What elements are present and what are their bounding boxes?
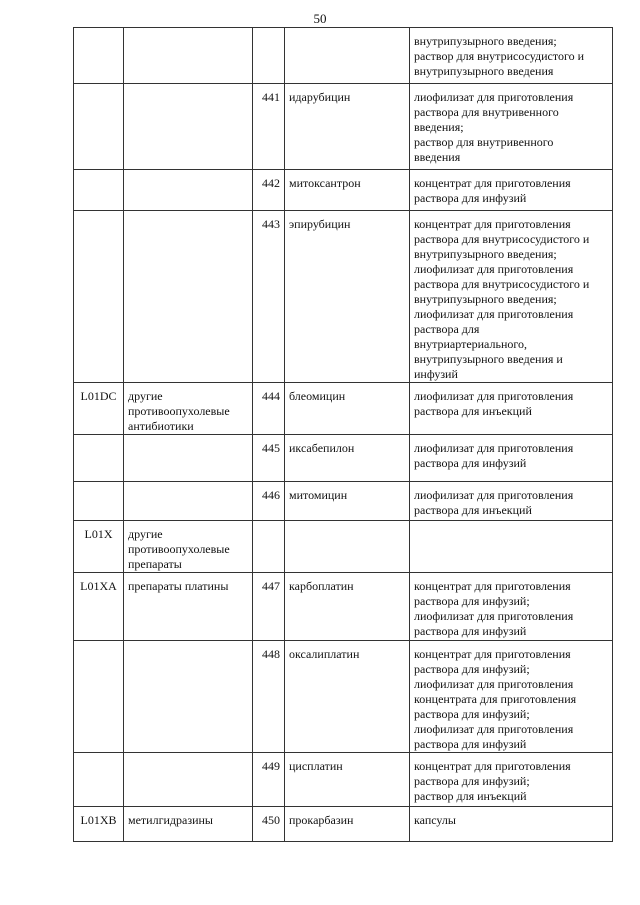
table-row — [74, 641, 613, 753]
cell-drug-name: блеомицин — [285, 383, 410, 435]
cell-atc-code — [74, 435, 124, 482]
cell-group-name: препараты платины — [124, 573, 253, 641]
cell-drug-name — [285, 28, 410, 84]
cell-atc-code — [74, 28, 124, 84]
cell-row-number: 443 — [253, 211, 285, 383]
table-row — [74, 170, 613, 211]
cell-drug-name: эпирубицин — [285, 211, 410, 383]
cell-atc-code: L01X — [74, 521, 124, 573]
cell-group-name — [124, 28, 253, 84]
cell-drug-name: иксабепилон — [285, 435, 410, 482]
cell-atc-code: L01DC — [74, 383, 124, 435]
cell-atc-code: L01XA — [74, 573, 124, 641]
cell-row-number: 449 — [253, 753, 285, 807]
table-row — [74, 211, 613, 383]
cell-group-name — [124, 753, 253, 807]
cell-row-number: 444 — [253, 383, 285, 435]
cell-atc-code — [74, 641, 124, 753]
table-row — [74, 482, 613, 521]
cell-dosage-form: лиофилизат для приготовления раствора для инъекций — [410, 482, 613, 521]
cell-group-name: другие противоопухолевые антибиотики — [124, 383, 253, 435]
cell-group-name: метилгидразины — [124, 807, 253, 842]
table-row — [74, 807, 613, 842]
cell-group-name — [124, 641, 253, 753]
cell-dosage-form: лиофилизат для приготовления раствора для инъекций — [410, 383, 613, 435]
cell-group-name — [124, 482, 253, 521]
table-row — [74, 753, 613, 807]
page-number: 50 — [313, 11, 327, 26]
cell-row-number: 446 — [253, 482, 285, 521]
cell-dosage-form: концентрат для приготовления раствора для инфузий — [410, 170, 613, 211]
cell-group-name — [124, 435, 253, 482]
cell-row-number — [253, 28, 285, 84]
cell-group-name — [124, 84, 253, 170]
table-row — [74, 84, 613, 170]
cell-dosage-form: лиофилизат для приготовления раствора для инфузий — [410, 435, 613, 482]
cell-row-number: 441 — [253, 84, 285, 170]
cell-drug-name: карбоплатин — [285, 573, 410, 641]
cell-row-number — [253, 521, 285, 573]
drug-table — [73, 27, 613, 842]
cell-atc-code — [74, 84, 124, 170]
cell-atc-code — [74, 753, 124, 807]
cell-row-number: 447 — [253, 573, 285, 641]
cell-row-number: 442 — [253, 170, 285, 211]
cell-dosage-form: концентрат для приготовления раствора для инфузий; раствор для инъекций — [410, 753, 613, 807]
cell-drug-name: митоксантрон — [285, 170, 410, 211]
table-row — [74, 28, 613, 84]
cell-row-number: 448 — [253, 641, 285, 753]
cell-atc-code — [74, 482, 124, 521]
cell-dosage-form: капсулы — [410, 807, 613, 842]
cell-dosage-form — [410, 521, 613, 573]
cell-group-name — [124, 170, 253, 211]
cell-dosage-form: внутрипузырного введения; раствор для внутрисосудистого и внутрипузырного введения — [410, 28, 613, 84]
cell-drug-name: цисплатин — [285, 753, 410, 807]
cell-dosage-form: концентрат для приготовления раствора для инфузий; лиофилизат для приготовления раствора для инфузий — [410, 573, 613, 641]
cell-group-name — [124, 211, 253, 383]
cell-drug-name: идарубицин — [285, 84, 410, 170]
table-row — [74, 573, 613, 641]
cell-drug-name: оксалиплатин — [285, 641, 410, 753]
cell-atc-code — [74, 170, 124, 211]
cell-group-name: другие противоопухолевые препараты — [124, 521, 253, 573]
cell-row-number: 445 — [253, 435, 285, 482]
cell-atc-code: L01XB — [74, 807, 124, 842]
cell-atc-code — [74, 211, 124, 383]
table-row — [74, 383, 613, 435]
table-row — [74, 435, 613, 482]
cell-dosage-form: концентрат для приготовления раствора для инфузий; лиофилизат для приготовления концентрата для приготовления раствора для инфузий; лиофилизат для приготовления раствора для инфузий — [410, 641, 613, 753]
table-row — [74, 521, 613, 573]
cell-drug-name — [285, 521, 410, 573]
cell-dosage-form: концентрат для приготовления раствора для внутрисосудистого и внутрипузырного введения; лиофилизат для приготовления раствора для внутрисосудистого и внутрипузырного введения; лиофилизат для приготовления раствора для внутриартериального, внутрипузырного введения и инфузий — [410, 211, 613, 383]
cell-dosage-form: лиофилизат для приготовления раствора для внутривенного введения; раствор для внутривенного введения — [410, 84, 613, 170]
cell-drug-name: прокарбазин — [285, 807, 410, 842]
cell-drug-name: митомицин — [285, 482, 410, 521]
cell-row-number: 450 — [253, 807, 285, 842]
